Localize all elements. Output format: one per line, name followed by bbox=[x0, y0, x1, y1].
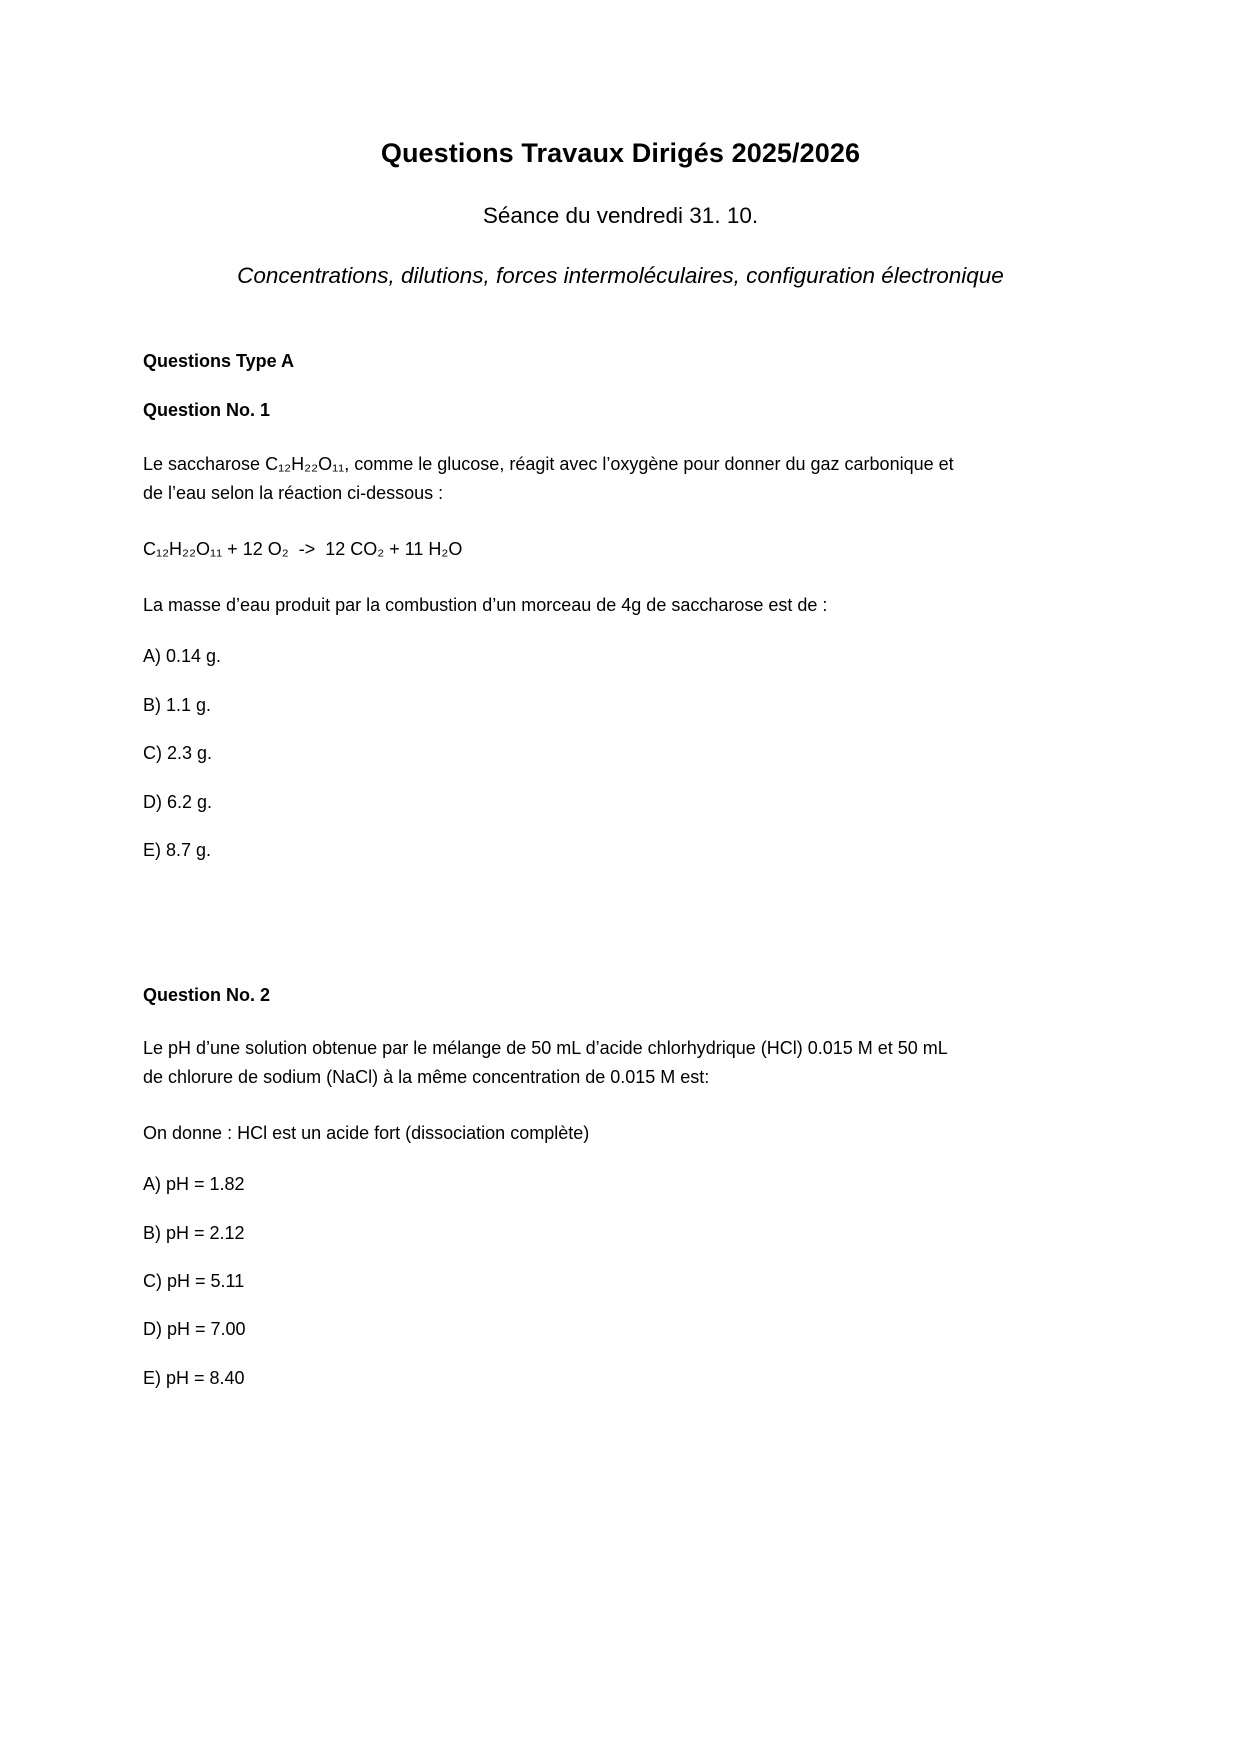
spacer bbox=[143, 1148, 1098, 1173]
document-content bbox=[143, 0, 1098, 1390]
question-1-heading: Question No. 1 bbox=[143, 400, 271, 421]
topic-line: Concentrations, dilutions, forces intermoléculaires, configuration électronique bbox=[237, 262, 1004, 288]
question-1-body-line-2: de l’eau selon la réaction ci-dessous : bbox=[143, 482, 444, 503]
spacer bbox=[143, 1293, 1098, 1318]
question-1-chemical-equation: C₁₂H₂₂O₁₁ + 12 O₂ -> 12 CO₂ + 11 H₂O bbox=[143, 539, 463, 560]
question-2-heading: Question No. 2 bbox=[143, 985, 271, 1006]
question-2-option-c[interactable]: C) pH = 5.11 bbox=[143, 1271, 245, 1291]
question-1-option-e[interactable]: E) 8.7 g. bbox=[143, 839, 212, 860]
spacer bbox=[143, 862, 1098, 984]
session-subtitle: Séance du vendredi 31. 10. bbox=[482, 202, 759, 228]
spacer bbox=[143, 620, 1098, 645]
page-title: Questions Travaux Dirigés 2025/2026 bbox=[380, 138, 861, 168]
question-1-prompt: La masse d’eau produit par la combustion d’un morceau de 4g de saccharose est de : bbox=[143, 595, 828, 616]
question-2-option-d[interactable]: D) pH = 7.00 bbox=[143, 1319, 246, 1340]
spacer bbox=[143, 423, 1098, 450]
question-2-option-b[interactable]: B) pH = 2.12 bbox=[143, 1222, 245, 1243]
spacer bbox=[143, 373, 1098, 399]
spacer bbox=[143, 717, 1098, 742]
section-heading-questions-type-a: Questions Type A bbox=[143, 351, 295, 371]
question-2-body-line-2: de chlorure de sodium (NaCl) à la même concentration de 0.015 M est: bbox=[143, 1066, 710, 1087]
spacer bbox=[143, 1008, 1098, 1034]
spacer bbox=[143, 1197, 1098, 1222]
spacer bbox=[143, 1342, 1098, 1367]
question-1-option-c[interactable]: C) 2.3 g. bbox=[143, 743, 213, 764]
spacer bbox=[143, 766, 1098, 791]
spacer bbox=[143, 669, 1098, 694]
question-1-body-line-1: Le saccharose C₁₂H₂₂O₁₁, comme le glucose, réagit avec l’oxygène pour donner du gaz carbonique et bbox=[143, 453, 954, 474]
question-1-option-d[interactable]: D) 6.2 g. bbox=[143, 791, 213, 812]
question-1-option-a[interactable]: A) 0.14 g. bbox=[143, 646, 222, 667]
question-1-option-b[interactable]: B) 1.1 g. bbox=[143, 694, 212, 715]
question-2-note: On donne : HCl est un acide fort (dissociation complète) bbox=[143, 1123, 590, 1144]
question-2-option-e[interactable]: E) pH = 8.40 bbox=[143, 1367, 245, 1388]
spacer bbox=[143, 508, 1098, 535]
question-2-body-line-1: Le pH d’une solution obtenue par le mélange de 50 mL d’acide chlorhydrique (HCl) 0.015 M et 50 mL bbox=[143, 1037, 948, 1058]
question-block-2 bbox=[143, 984, 1098, 1390]
spacer bbox=[143, 1245, 1098, 1270]
spacer bbox=[143, 290, 1098, 350]
spacer bbox=[143, 814, 1098, 839]
question-2-option-a[interactable]: A) pH = 1.82 bbox=[143, 1174, 245, 1195]
question-block-1 bbox=[143, 399, 1098, 862]
spacer bbox=[143, 564, 1098, 591]
spacer bbox=[143, 1092, 1098, 1119]
